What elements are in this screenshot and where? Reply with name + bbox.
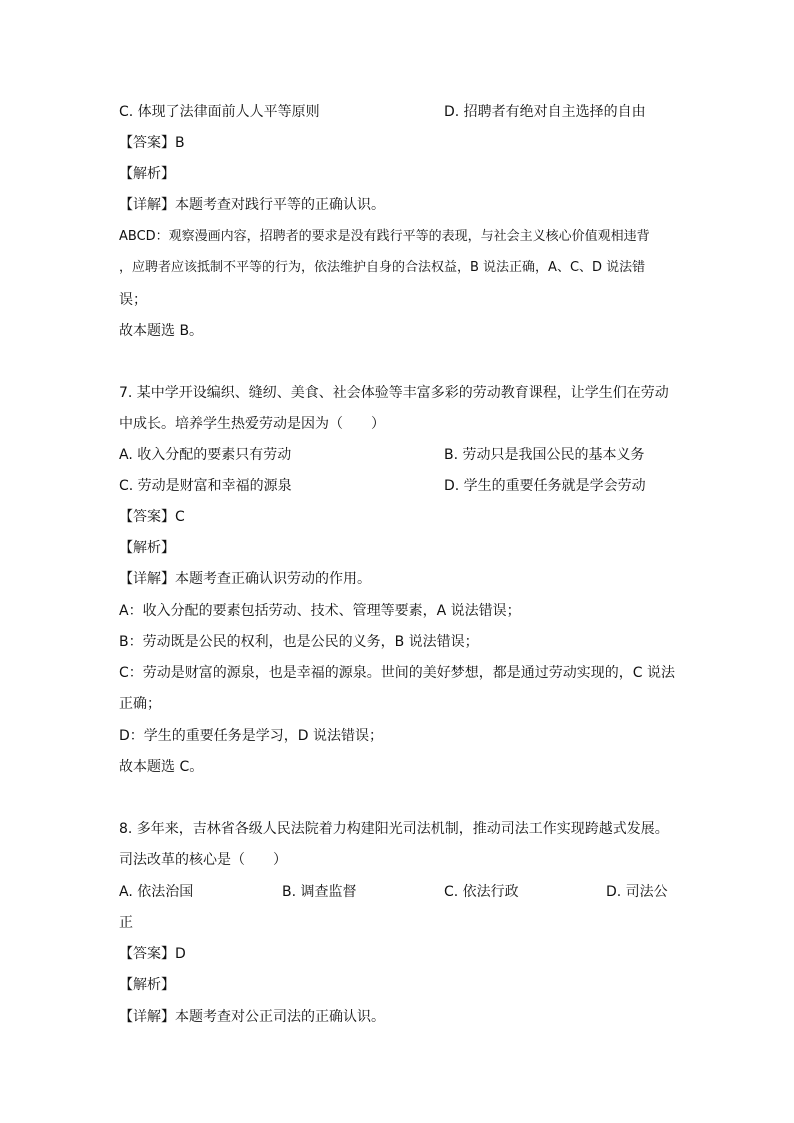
q8-detail: 【详解】本题考查对公正司法的正确认识。 [119,1009,385,1025]
q8-option-a: A. 依法治国 [119,884,194,900]
q7-note-a: A：收入分配的要素包括劳动、技术、管理等要素，A 说法错误； [119,603,521,619]
q7-detail: 【详解】本题考查正确认识劳动的作用。 [119,571,371,587]
q7-note-b: B：劳动既是公民的权利，也是公民的义务，B 说法错误； [119,634,479,650]
q6-option-d: D. 招聘者有绝对自主选择的自由 [444,104,646,120]
q7-option-d: D. 学生的重要任务就是学会劳动 [444,478,646,494]
q6-answer: 【答案】B [119,135,185,151]
q8-answer: 【答案】D [119,946,186,962]
q8-stem-line-1: 8. 多年来，吉林省各级人民法院着力构建阳光司法机制，推动司法工作实现跨越式发展。 [119,821,669,837]
q8-options-row [0,882,794,902]
q7-option-c: C. 劳动是财富和幸福的源泉 [119,478,292,494]
q6-explanation-line-1: ABCD：观察漫画内容，招聘者的要求是没有践行平等的表现，与社会主义核心价值观相违背 [119,229,650,244]
q6-explanation-line-2: ，应聘者应该抵制不平等的行为，依法维护自身的合法权益，B 说法正确，A、C、D 说法错 [119,260,646,275]
q6-explanation-line-3: 误； [119,292,147,308]
q7-note-d: D：学生的重要任务是学习，D 说法错误； [119,728,384,744]
q7-stem-line-2: 中成长。培养学生热爱劳动是因为（ ） [119,416,385,432]
q6-detail: 【详解】本题考查对践行平等的正确认识。 [119,197,385,213]
q7-stem-line-1: 7. 某中学开设编织、缝纫、美食、社会体验等丰富多彩的劳动教育课程，让学生们在劳动 [119,385,669,401]
q8-option-d-continued: 正 [119,915,133,931]
q7-note-c-line-2: 正确； [119,696,161,712]
q7-option-a: A. 收入分配的要素只有劳动 [119,447,292,463]
q7-note-c-line-1: C：劳动是财富的源泉，也是幸福的源泉。世间的美好梦想，都是通过劳动实现的，C 说法 [119,665,675,681]
q8-option-d: D. 司法公 [606,884,668,900]
q7-analysis-heading: 【解析】 [119,540,175,556]
q7-option-b: B. 劳动只是我国公民的基本义务 [444,447,645,463]
q8-analysis-heading: 【解析】 [119,977,175,993]
q6-analysis-heading: 【解析】 [119,166,175,182]
q7-answer: 【答案】C [119,509,185,525]
q8-stem-line-2: 司法改革的核心是（ ） [119,852,287,868]
q6-option-c: C. 体现了法律面前人人平等原则 [119,104,320,120]
q8-option-c: C. 依法行政 [444,884,519,900]
q6-conclusion: 故本题选 B。 [119,323,204,339]
q8-option-b: B. 调查监督 [282,884,357,900]
q7-conclusion: 故本题选 C。 [119,759,204,775]
